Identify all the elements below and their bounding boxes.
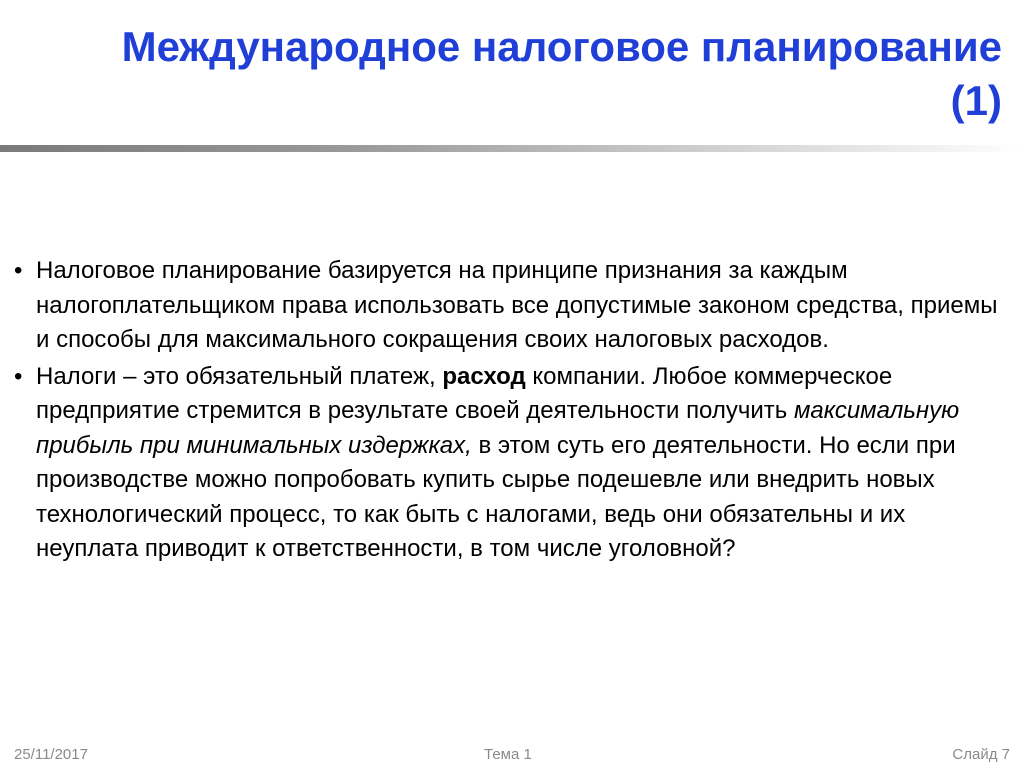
slide-title-line-1: Международное налоговое планирование [121, 23, 1002, 70]
footer-topic: Тема 1 [484, 746, 532, 763]
bullet-text-2-part-3: в этом суть его деятельности. Но если при производстве можно попробовать купить сырье подешевле или внедрить новых технологический процесс, то как быть с налогами, ведь они обязательны и их неуплата приводит к ответственности, в том числе уголовной? [36, 431, 956, 562]
bullet-item-2 [14, 360, 1004, 567]
slide-title [40, 20, 1002, 128]
bullet-text-2-bold: расход [442, 362, 526, 390]
title-divider [0, 145, 1024, 152]
bullet-marker: • [14, 362, 23, 390]
bullet-text-2-part-1: Налоги – это обязательный платеж, [36, 362, 443, 390]
bullet-text-2-italic: максимальную прибыль при минимальных издержках, [36, 397, 960, 459]
bullet-item-1 [14, 254, 1004, 358]
bullet-text-2-part-2: компании. Любое коммерческое предприятие стремится в результате своей деятельности получить [36, 362, 893, 424]
slide-title-line-2: (1) [950, 77, 1002, 124]
footer-date: 25/11/2017 [14, 746, 88, 763]
bullet-text-2 [36, 360, 1004, 567]
bullet-marker: • [14, 257, 23, 284]
bullet-list [14, 254, 1004, 569]
bullet-text-1: Налоговое планирование базируется на принципе признания за каждым налогоплательщиком права использовать все допустимые законом средства, приемы и способы для максимального сокращения своих налоговых расходов. [36, 257, 998, 353]
footer-slide-number: Слайд 7 [952, 746, 1010, 763]
